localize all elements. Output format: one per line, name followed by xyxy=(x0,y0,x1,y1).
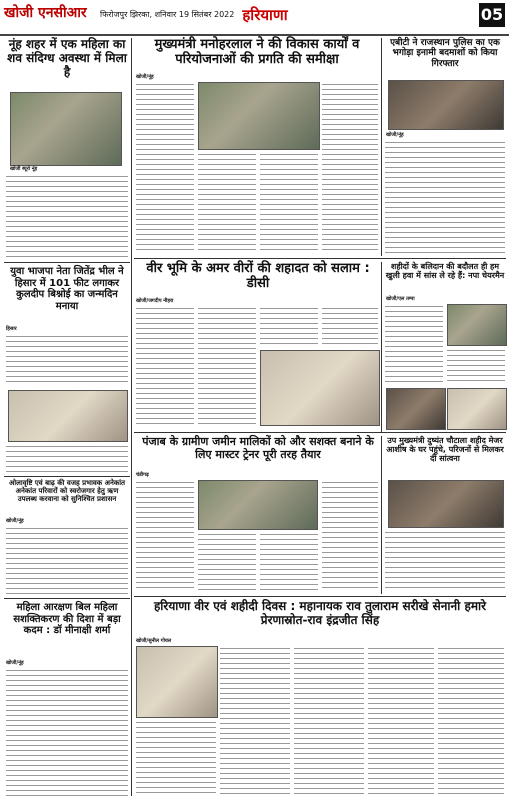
newspaper-logo: खोजी एनसीआर xyxy=(4,5,87,21)
body-a5-col3 xyxy=(260,306,318,346)
body-a2-col2 xyxy=(198,152,256,254)
page-number: 05 xyxy=(479,3,505,27)
byline-a10: खोजी/नूंह xyxy=(6,660,24,666)
column-rule xyxy=(131,38,132,796)
headline-a10: महिला आरक्षण बिल महिला सशक्तिकरण की दिशा में बड़ा कदम : डॉ मीनाक्षी शर्मा xyxy=(13,602,121,636)
byline-a5: खोजी/जगदीप नौहरा xyxy=(136,298,174,304)
body-a11-col4 xyxy=(368,646,434,796)
body-a4-cont xyxy=(6,444,128,474)
byline-a6: खोजी/एल तम्पा xyxy=(386,296,415,302)
body-a5-col1 xyxy=(136,306,194,424)
masthead xyxy=(0,0,509,36)
photo-a3 xyxy=(388,80,504,130)
body-a11-col1 xyxy=(136,720,216,796)
body-a5-col4 xyxy=(322,306,378,346)
byline-a7: खोजी/नूंह xyxy=(6,518,24,524)
body-a10 xyxy=(6,668,128,796)
headline-a11: हरियाणा वीर एवं शहीदी दिवस : महानायक राव तुलाराम सरीखे सेनानी हमारे प्रेरणास्रोत-राव इंद्रजीत सिंह xyxy=(153,599,487,627)
photo-a8 xyxy=(198,480,318,530)
photo-a6 xyxy=(447,304,507,346)
body-a11-col3 xyxy=(294,646,364,796)
body-a5-col2 xyxy=(198,306,256,424)
issue-date: फिरोजपुर झिरका, शनिवार 19 सितंबर 2022 xyxy=(100,10,235,19)
divider xyxy=(4,476,130,477)
body-a6-col2 xyxy=(447,348,505,384)
photo-a6b xyxy=(386,388,446,430)
body-a8-col1 xyxy=(136,480,194,592)
byline-a4: हिसार xyxy=(6,326,17,332)
body-a8-col2 xyxy=(198,532,256,592)
body-a4 xyxy=(6,334,128,386)
divider xyxy=(4,598,130,599)
divider xyxy=(4,262,130,263)
photo-a1 xyxy=(10,92,122,166)
body-a2-col3 xyxy=(260,152,318,254)
body-a11-col2 xyxy=(220,646,290,796)
headline-a2: मुख्यमंत्री मनोहरलाल ने की विकास कार्यों व परियोजनाओं की प्रगति की समीक्षा xyxy=(154,37,360,67)
byline-a2: खोजी/नूंह xyxy=(136,74,154,80)
headline-a1: नूंह शहर में एक महिला का शव संदिग्ध अवस्था में मिला है xyxy=(7,37,127,79)
photo-a11 xyxy=(136,646,218,718)
body-a8-col3 xyxy=(260,532,318,592)
column-rule xyxy=(381,38,382,256)
photo-a2 xyxy=(198,82,320,150)
column-rule xyxy=(381,436,382,594)
headline-a8: पंजाब के ग्रामीण जमीन मालिकों को और सशक्त बनाने के लिए मास्टर ट्रेनर पूरी तरह तैयार xyxy=(142,435,374,461)
section-title: हरियाणा xyxy=(242,6,288,24)
headline-a7: ओलावृष्टि एवं बाढ़ की वजह प्रभावक अनेकांत अनेकांत परिवारों को स्वरोजगार हेतु ऋण उपलब्ध करवाना को सुनिश्चित प्रशासन xyxy=(8,479,126,504)
headline-a5: वीर भूमि के अमर वीरों की शहादत को सलाम : डीसी xyxy=(146,261,370,291)
body-a7 xyxy=(6,526,128,596)
byline-a3: खोजी/नूंह xyxy=(386,132,404,138)
photo-a9 xyxy=(388,480,504,528)
divider xyxy=(134,596,506,597)
body-a11-col5 xyxy=(438,646,504,796)
headline-a3: एबीटी ने राजस्थान पुलिस का एक भगोड़ा इनामी बदमाशों को किया गिरफ्तार xyxy=(390,38,500,69)
headline-a6: शहीदों के बलिदान की बदौलत ही हम खुली हवा में सांस ले रहे हैं: नपा चेयरमैन xyxy=(385,262,505,281)
photo-a6c xyxy=(447,388,507,430)
photo-a5 xyxy=(260,350,380,426)
divider xyxy=(134,258,506,259)
photo-a4 xyxy=(8,390,128,442)
column-rule xyxy=(381,262,382,432)
byline-a8: चंडीगढ़ xyxy=(136,472,149,478)
body-a3 xyxy=(385,140,505,254)
body-a2-col1 xyxy=(136,82,194,254)
byline-a1: खोजी ब्यूरो नूंह xyxy=(10,166,38,172)
byline-a11: खोजी/सुनील गोयल xyxy=(136,638,172,644)
body-a1 xyxy=(6,174,128,260)
headline-a4: युवा भाजपा नेता जितेंद्र भील ने हिसार में 101 फीट लगाकर कुलदीप बिश्नोई का जन्मदिन मनाया xyxy=(10,266,124,312)
headline-a9: उप मुख्यमंत्री दुष्यंत चौटाला शहीद मेजर आशीष के घर पहुंचे, परिजनों से मिलकर दी सांत्वना xyxy=(386,436,504,464)
body-a8-col4 xyxy=(322,480,378,592)
divider xyxy=(134,432,506,433)
body-a2-col4 xyxy=(322,82,378,254)
body-a6-col1 xyxy=(385,304,443,384)
body-a9 xyxy=(385,530,505,592)
